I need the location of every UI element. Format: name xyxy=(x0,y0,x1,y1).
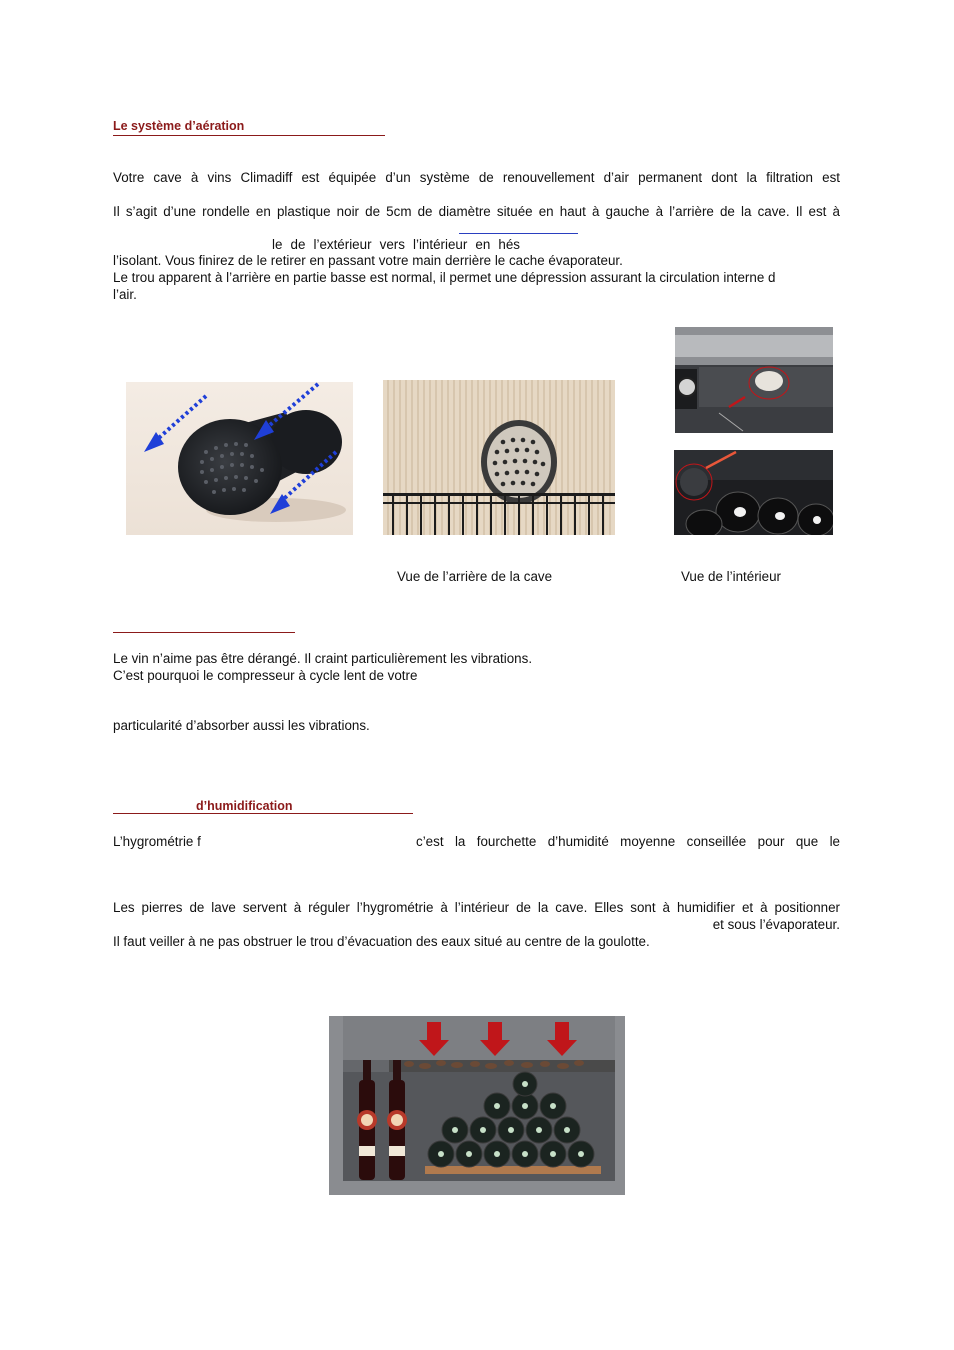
vent-disc-illustration xyxy=(126,382,353,535)
paragraph-aeration-4b: l’air. xyxy=(113,287,137,302)
interior-bottom-illustration xyxy=(674,450,833,535)
caption-inside: Vue de l’intérieur xyxy=(681,569,781,584)
cave-back-photo xyxy=(383,380,615,535)
link-underline xyxy=(459,233,578,234)
paragraph-hygrometrie-right: c’est la fourchette d’humidité moyenne conseillée pour que le xyxy=(416,834,840,849)
paragraph-vibrations-3: particularité d’absorber aussi les vibrations. xyxy=(113,718,370,733)
paragraph-pierres-3: Il faut veiller à ne pas obstruer le trou d’évacuation des eaux situé au centre de la goulotte. xyxy=(113,934,650,949)
section-heading-humidification: d’humidification xyxy=(196,799,293,813)
interior-bottom-photo xyxy=(674,450,833,535)
cave-interior-illustration xyxy=(329,1016,625,1195)
paragraph-pierres-2: et sous l’évaporateur. xyxy=(712,917,840,932)
paragraph-aeration-4: Le trou apparent à l’arrière en partie basse est normal, il permet une dépression assurant la circulation interne d xyxy=(113,270,776,285)
paragraph-aeration-1: Votre cave à vins Climadiff est équipée d’un système de renouvellement d’air permanent dont la filtration est xyxy=(113,170,840,185)
paragraph-aeration-3: l’isolant. Vous finirez de le retirer en passant votre main derrière le cache évaporateur. xyxy=(113,253,623,268)
caption-back-of-cave: Vue de l’arrière de la cave xyxy=(397,569,553,584)
paragraph-vibrations-1: Le vin n’aime pas être dérangé. Il craint particulièrement les vibrations. xyxy=(113,651,533,666)
section-heading-aeration xyxy=(113,119,385,136)
interior-top-illustration xyxy=(675,327,833,433)
section-heading-underline-vibrations xyxy=(113,632,295,633)
vent-disc-photo xyxy=(126,382,353,535)
paragraph-aeration-fragment: le de l’extérieur vers l’intérieur en hés xyxy=(272,237,520,252)
paragraph-pierres-1: Les pierres de lave servent à réguler l’hygrométrie à l’intérieur de la cave. Elles sont à humidifier et à positionner xyxy=(113,900,840,915)
paragraph-aeration-2: Il s’agit d’une rondelle en plastique noir de 5cm de diamètre située en haut à gauche à l’arrière de la cave. Il est à xyxy=(113,204,840,219)
paragraph-vibrations-2: C’est pourquoi le compresseur à cycle lent de votre xyxy=(113,668,418,683)
cave-interior-photo xyxy=(329,1016,625,1195)
heading-text: Le système d’aération xyxy=(113,119,245,133)
paragraph-hygrometrie-left: L’hygrométrie f xyxy=(113,834,201,849)
cave-back-illustration xyxy=(383,380,615,535)
interior-top-photo xyxy=(675,327,833,433)
